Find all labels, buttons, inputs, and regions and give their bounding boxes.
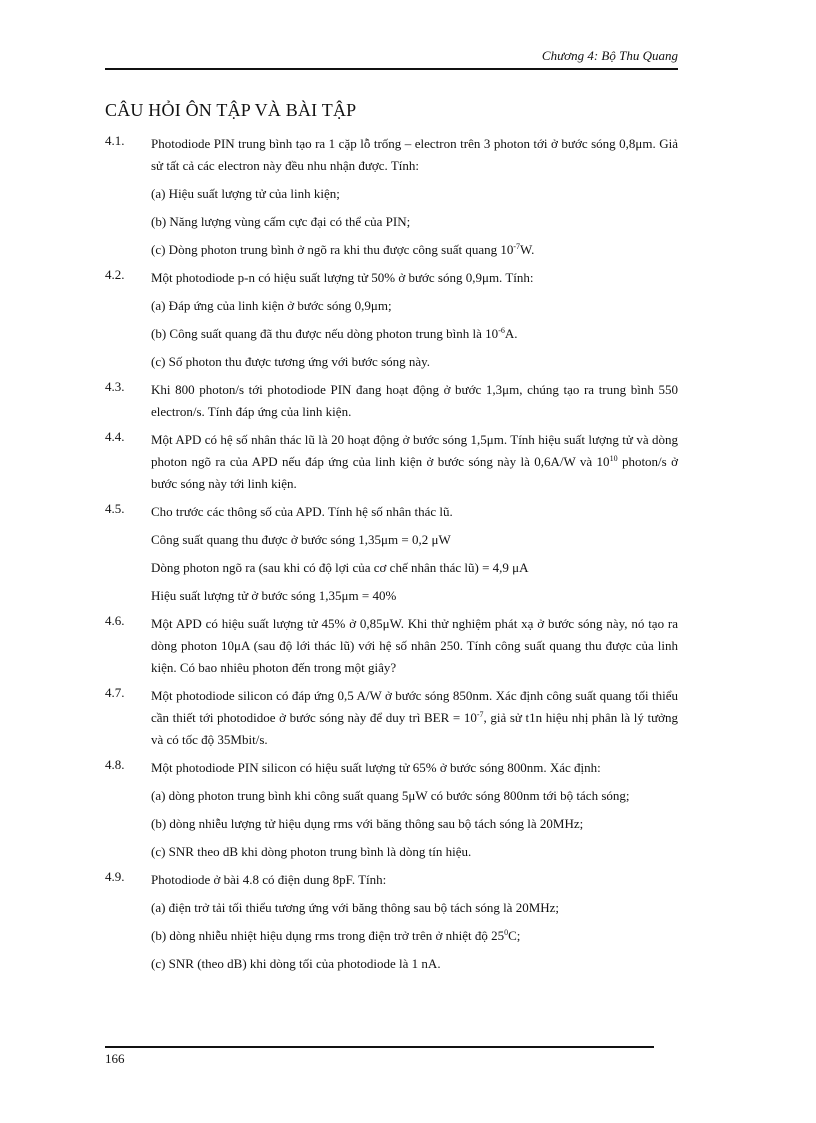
sub-question [105, 925, 678, 947]
sub-question: (a) điện trở tải tối thiểu tương ứng với băng thông sau bộ tách sóng là 20MHz; [151, 900, 560, 915]
problem-text: Một photodiode PIN silicon có hiệu suất lượng tử 65% ở bước sóng 800nm. Xác định: [151, 760, 601, 775]
problem-4-1 [105, 133, 678, 177]
given-value: Hiệu suất lượng tử ở bước sóng 1,35μm = 40% [151, 588, 397, 603]
problem-text [151, 685, 678, 751]
problem-text: Photodiode ở bài 4.8 có điện dung 8pF. Tính: [151, 872, 387, 887]
problem-text: Cho trước các thông số của APD. Tính hệ số nhân thác lũ. [151, 504, 453, 519]
sub-question: (c) SNR theo dB khi dòng photon trung bình là dòng tín hiệu. [151, 844, 472, 859]
problem-text: Một APD có hiệu suất lượng tử 45% ở 0,85μW. Khi thử nghiệm phát xạ ở bước sóng này, nó tạo ra dòng photon 10μA (sau độ lới thác lũ) với hệ số nhân 250. Tính công suất quang thu được của linh kiện. Có bao nhiêu photon đến trong một giây? [151, 616, 678, 675]
sub-question: (a) Đáp ứng của linh kiện ở bước sóng 0,9μm; [151, 298, 392, 313]
sub-question-text: A. [504, 326, 518, 341]
problem-4-7 [105, 685, 678, 751]
sub-question: (c) SNR (theo dB) khi dòng tối của photodiode là 1 nA. [151, 956, 441, 971]
sub-question-text: C; [508, 928, 521, 943]
problem-text-part: Một photodiode silicon có đáp ứng 0,5 A/W ở bước sóng 850nm. Xác định công suất quang tối thiểu cần thiết tới photodidoe ở bước sóng này để duy trì BER = 10 [151, 688, 678, 725]
sub-question-text: (c) Dòng photon trung bình ở ngõ ra khi thu được công suất quang 10 [151, 242, 514, 257]
exponent: -7 [476, 710, 484, 719]
exponent: -7 [513, 242, 521, 251]
problem-4-5 [105, 501, 678, 523]
chapter-title: Chương 4: Bộ Thu Quang [541, 48, 678, 63]
problem-number: 4.7. [105, 685, 125, 700]
problem-text: Một photodiode p-n có hiệu suất lượng tử 50% ở bước sóng 0,9μm. Tính: [151, 270, 534, 285]
problem-text: Photodiode PIN trung bình tạo ra 1 cặp lỗ trống – electron trên 3 photon tới ở bước sóng 0,8μm. Giả sử tất cả các electron này đều nhu nhận được. Tính: [151, 136, 678, 173]
problem-list [105, 133, 678, 975]
problem-number: 4.5. [105, 501, 125, 516]
problem-number: 4.1. [105, 133, 125, 148]
problem-text-part: , giả sử t1n hiệu nhị phân là lý tưởng và có tốc độ 35Mbit/s. [151, 710, 679, 747]
sub-question [105, 323, 678, 345]
header-divider [105, 68, 678, 70]
exponent: -6 [498, 326, 505, 335]
sub-question: (c) Số photon thu được tương ứng với bước sóng này. [151, 354, 431, 369]
problem-4-8 [105, 757, 678, 779]
problem-number: 4.6. [105, 613, 125, 628]
problem-number: 4.8. [105, 757, 125, 772]
sub-question [105, 239, 678, 261]
problem-number: 4.9. [105, 869, 125, 884]
sub-question: (a) dòng photon trung bình khi công suất quang 5μW có bước sóng 800nm tới bộ tách sóng; [151, 788, 630, 803]
exponent: 10 [609, 454, 618, 463]
sub-question: (a) Hiệu suất lượng tử của linh kiện; [151, 186, 340, 201]
problem-number: 4.2. [105, 267, 125, 282]
sub-question-text: (b) dòng nhiễu nhiệt hiệu dụng rms trong điện trở trên ở nhiệt độ 25 [151, 928, 505, 943]
problem-4-9 [105, 869, 678, 891]
problem-text: Khi 800 photon/s tới photodiode PIN đang hoạt động ở bước 1,3μm, chúng tạo ra trung bình 550 electron/s. Tính đáp ứng của linh kiện. [151, 382, 678, 419]
problem-text [151, 429, 678, 495]
page-number: 166 [105, 1051, 125, 1066]
given-value: Công suất quang thu được ở bước sóng 1,35μm = 0,2 μW [151, 532, 451, 547]
problem-text-part: Một APD có hệ số nhân thác lũ là 20 hoạt động ở bước sóng 1,5μm. Tính hiệu suất lượng tử và dòng photon ngõ ra của APD nếu đáp ứng của linh kiện ở bước sóng này là 0,6A/W và 10 [151, 432, 678, 469]
sub-question-text: (b) Công suất quang đã thu được nếu dòng photon trung bình là 10 [151, 326, 499, 341]
problem-number: 4.3. [105, 379, 125, 394]
problem-4-3 [105, 379, 678, 423]
problem-4-4 [105, 429, 678, 495]
problem-text-part: photon/s ở bước sóng này tới linh kiện. [151, 454, 678, 491]
given-value: Dòng photon ngõ ra (sau khi có độ lợi của cơ chế nhân thác lũ) = 4,9 μA [151, 560, 529, 575]
problem-number: 4.4. [105, 429, 125, 444]
problem-4-6 [105, 613, 678, 679]
sub-question: (b) dòng nhiễu lượng tử hiệu dụng rms với băng thông sau bộ tách sóng là 20MHz; [151, 816, 584, 831]
sub-question-text: W. [520, 242, 535, 257]
problem-4-2 [105, 267, 678, 289]
sub-question: (b) Năng lượng vùng cấm cực đại có thể của PIN; [151, 214, 411, 229]
footer-divider [105, 1046, 654, 1048]
exponent: 0 [504, 928, 509, 937]
section-title: CÂU HỎI ÔN TẬP VÀ BÀI TẬP [105, 100, 357, 120]
